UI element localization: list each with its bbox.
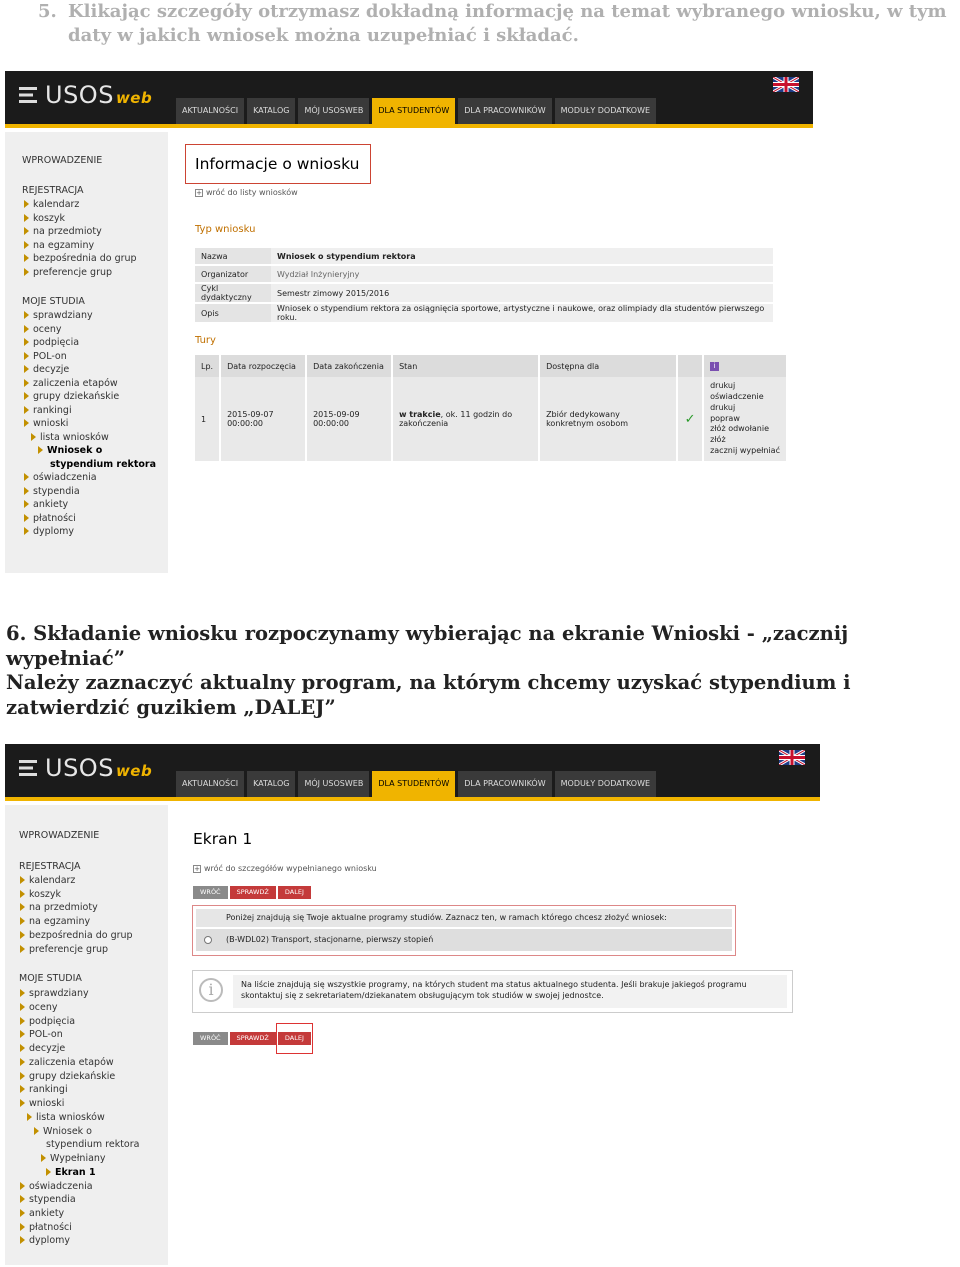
arrow-icon xyxy=(24,527,29,535)
check-button-bottom[interactable]: SPRAWDŹ xyxy=(230,1032,276,1045)
sidebar-item-pol-on[interactable]: POL-on xyxy=(20,1029,63,1040)
arrow-icon xyxy=(20,1195,25,1203)
main-menu xyxy=(176,771,656,797)
arrow-icon xyxy=(24,200,29,208)
sidebar-item-wniosek-rektora-line2[interactable]: stypendium rektora xyxy=(46,1139,140,1150)
arrow-icon xyxy=(24,254,29,262)
arrow-icon xyxy=(24,227,29,235)
round-state-rest: , ok. 11 godzin do zakończenia xyxy=(399,410,513,428)
sidebar-item-dyplomy[interactable]: dyplomy xyxy=(24,526,74,537)
arrow-icon xyxy=(20,1044,25,1052)
sidebar-item-pol-on[interactable]: POL-on xyxy=(24,351,67,362)
arrow-icon xyxy=(24,325,29,333)
arrow-icon xyxy=(24,241,29,249)
table-row xyxy=(195,377,787,461)
arrow-icon xyxy=(24,268,29,276)
action-popraw[interactable]: popraw xyxy=(710,413,740,423)
info-key: Organizator xyxy=(195,266,271,282)
sidebar-item-grupy[interactable]: grupy dziekańskie xyxy=(20,1071,115,1082)
programs-header: Poniżej znajdują się Twoje aktualne programy studiów. Zaznacz ten, w ramach którego chcesz złożyć wniosek: xyxy=(196,909,732,927)
arrow-icon xyxy=(24,352,29,360)
arrow-icon xyxy=(24,500,29,508)
sidebar xyxy=(5,805,168,1265)
logo-main-text: USOS xyxy=(45,81,114,109)
top-bar xyxy=(5,71,813,128)
col-start: Data rozpoczęcia xyxy=(220,355,306,377)
sidebar-item-oceny[interactable]: oceny xyxy=(24,324,62,335)
menu-moduly-dodatkowe[interactable]: MODUŁY DODATKOWE xyxy=(555,98,656,124)
rounds-table xyxy=(195,355,788,461)
usosweb-logo xyxy=(19,754,152,782)
back-to-list-link[interactable]: + wróć do listy wniosków xyxy=(196,188,298,197)
back-to-details-link[interactable]: + wróć do szczegółów wypełnianego wniosku xyxy=(194,864,377,873)
info-key: Nazwa xyxy=(195,248,271,264)
sidebar-item-stypendia[interactable]: stypendia xyxy=(20,1194,76,1205)
action-zloz-odwolanie[interactable]: złóż odwołanie xyxy=(710,424,769,434)
arrow-icon xyxy=(24,419,29,427)
check-button[interactable]: SPRAWDŹ xyxy=(230,886,276,899)
arrow-icon xyxy=(24,514,29,522)
sidebar-group-moje-studia[interactable]: MOJE STUDIA xyxy=(19,973,82,984)
sidebar-item-na-egzaminy[interactable]: na egzaminy xyxy=(24,240,94,251)
sidebar-item-kalendarz[interactable]: kalendarz xyxy=(24,199,79,210)
sidebar-item-oswiadczenia[interactable]: oświadczenia xyxy=(20,1181,93,1192)
col-check xyxy=(677,355,703,377)
sidebar-item-zaliczenia[interactable]: zaliczenia etapów xyxy=(24,378,118,389)
arrow-icon xyxy=(20,1223,25,1231)
top-bar xyxy=(5,744,820,801)
page-title: Informacje o wniosku xyxy=(185,144,371,184)
programs-box xyxy=(192,905,736,956)
info-key: Opis xyxy=(195,304,271,322)
table-row xyxy=(195,304,773,322)
sidebar-item-ankiety[interactable]: ankiety xyxy=(20,1208,64,1219)
sidebar-item-koszyk[interactable]: koszyk xyxy=(20,889,61,900)
sidebar-item-lista-wnioskow[interactable]: lista wniosków xyxy=(31,432,109,443)
arrow-icon xyxy=(24,406,29,414)
sidebar-item-stypendia[interactable]: stypendia xyxy=(24,486,80,497)
info-value: Semestr zimowy 2015/2016 xyxy=(271,284,773,302)
uk-flag-icon[interactable] xyxy=(773,77,799,92)
sidebar-item-wypelniany[interactable]: Wypełniany xyxy=(41,1153,106,1164)
action-oswiadczenie[interactable]: oświadczenie xyxy=(710,392,764,401)
menu-dla-studentow[interactable]: DLA STUDENTÓW xyxy=(372,771,455,797)
sidebar-item-ekran-1[interactable]: Ekran 1 xyxy=(46,1167,96,1178)
arrow-icon xyxy=(20,1209,25,1217)
round-lp: 1 xyxy=(195,377,220,461)
sidebar-item-platnosci[interactable]: płatności xyxy=(24,513,76,524)
screenshot-application-details xyxy=(5,71,813,573)
sidebar-item-wniosek-rektora-line2[interactable]: stypendium rektora xyxy=(50,459,157,470)
arrow-icon xyxy=(34,1127,39,1135)
info-note-text: Na liście znajdują się wszystkie programy, na których student ma status aktualnego studenta. Jeśli brakuje jakiegoś programu skontaktuj się z sekretariatem/dziekanatem obsługującym tok studiów w swojej jednostce. xyxy=(233,975,787,1008)
program-radio[interactable] xyxy=(204,936,212,944)
sidebar-item-wniosek-rektora[interactable]: Wniosek o xyxy=(38,445,102,456)
arrow-icon xyxy=(20,1058,25,1066)
sidebar-item-bezposrednia[interactable]: bezpośrednia do grup xyxy=(20,930,133,941)
sidebar-group-wprowadzenie[interactable]: WPROWADZENIE xyxy=(19,830,100,841)
round-start: 2015-09-07 00:00:00 xyxy=(220,377,306,461)
checkmark-icon: ✓ xyxy=(677,377,703,461)
screenshot-screen-1 xyxy=(5,744,820,1265)
logo-mark-icon xyxy=(19,758,41,778)
sidebar-item-rankingi[interactable]: rankingi xyxy=(20,1084,68,1095)
arrow-icon xyxy=(41,1154,46,1162)
arrow-icon xyxy=(20,1003,25,1011)
arrow-icon xyxy=(20,1182,25,1190)
sidebar-item-rankingi[interactable]: rankingi xyxy=(24,405,72,416)
table-row xyxy=(195,248,773,264)
step-6-heading xyxy=(6,622,956,720)
sidebar-item-bezposrednia[interactable]: bezpośrednia do grup xyxy=(24,253,137,264)
sidebar-group-wprowadzenie[interactable]: WPROWADZENIE xyxy=(22,155,103,166)
menu-moduly-dodatkowe[interactable]: MODUŁY DODATKOWE xyxy=(555,771,656,797)
sidebar-group-moje-studia[interactable]: MOJE STUDIA xyxy=(22,296,85,307)
table-row xyxy=(195,266,773,282)
sidebar-item-na-przedmioty[interactable]: na przedmioty xyxy=(24,226,102,237)
sidebar-item-koszyk[interactable]: koszyk xyxy=(24,213,65,224)
arrow-icon xyxy=(24,338,29,346)
info-value: Wydział Inżynieryjny xyxy=(271,266,773,282)
arrow-icon xyxy=(38,446,43,454)
next-button-highlight xyxy=(276,1023,313,1054)
menu-aktualnosci[interactable]: AKTUALNOŚCI xyxy=(176,98,244,124)
menu-moj-usosweb[interactable]: MÓJ USOSWEB xyxy=(298,771,369,797)
application-info-table xyxy=(195,246,773,324)
page-title: Ekran 1 xyxy=(193,830,253,848)
arrow-icon xyxy=(20,890,25,898)
arrow-icon xyxy=(20,1236,25,1244)
arrow-icon xyxy=(20,876,25,884)
action-drukuj-2[interactable]: drukuj xyxy=(710,402,736,412)
arrow-icon xyxy=(24,365,29,373)
sidebar-item-grupy[interactable]: grupy dziekańskie xyxy=(24,391,119,402)
info-note xyxy=(192,970,793,1013)
sidebar-item-zaliczenia[interactable]: zaliczenia etapów xyxy=(20,1057,114,1068)
next-button-bottom[interactable]: DALEJ xyxy=(278,1032,311,1045)
arrow-icon xyxy=(20,917,25,925)
round-available: Zbiór dedykowany konkretnym osobom xyxy=(539,377,677,461)
sidebar-group-rejestracja[interactable]: REJESTRACJA xyxy=(22,185,84,196)
arrow-icon xyxy=(20,1030,25,1038)
back-button-bottom[interactable]: WRÓĆ xyxy=(193,1032,228,1045)
step-6-line1: 6. Składanie wniosku rozpoczynamy wybierając na ekranie Wnioski - „zacznij wypełniać” xyxy=(6,622,849,670)
sidebar-item-preferencje[interactable]: preferencje grup xyxy=(24,267,112,278)
info-key: Cykl dydaktyczny xyxy=(195,284,271,302)
menu-katalog[interactable]: KATALOG xyxy=(247,98,295,124)
sidebar-item-na-przedmioty[interactable]: na przedmioty xyxy=(20,902,98,913)
arrow-icon xyxy=(31,433,36,441)
sidebar-item-wniosek-rektora[interactable]: Wniosek o xyxy=(34,1126,92,1137)
arrow-icon xyxy=(20,945,25,953)
section-type-heading: Typ wniosku xyxy=(195,224,256,235)
arrow-icon xyxy=(20,989,25,997)
arrow-icon xyxy=(20,1085,25,1093)
arrow-icon xyxy=(24,487,29,495)
sidebar xyxy=(5,132,168,573)
col-available: Dostępna dla xyxy=(539,355,677,377)
round-state-bold: w trakcie xyxy=(399,410,441,419)
sidebar-item-na-egzaminy[interactable]: na egzaminy xyxy=(20,916,90,927)
sidebar-item-preferencje[interactable]: preferencje grup xyxy=(20,944,108,955)
top-button-row xyxy=(193,886,311,899)
plus-icon: + xyxy=(194,865,200,873)
sidebar-item-podpiecia[interactable]: podpięcia xyxy=(20,1016,75,1027)
main-menu xyxy=(176,98,656,124)
step-6-line2: Należy zaznaczyć aktualny program, na którym chcemy uzyskać stypendium i zatwierdzić guzikiem „DALEJ” xyxy=(6,671,851,719)
sidebar-item-platnosci[interactable]: płatności xyxy=(20,1222,72,1233)
sidebar-item-oswiadczenia[interactable]: oświadczenia xyxy=(24,472,97,483)
uk-flag-icon[interactable] xyxy=(779,750,805,765)
sidebar-item-sprawdziany[interactable]: sprawdziany xyxy=(24,310,93,321)
sidebar-item-dyplomy[interactable]: dyplomy xyxy=(20,1235,70,1246)
sidebar-item-wnioski[interactable]: wnioski xyxy=(20,1098,64,1109)
round-state xyxy=(392,377,539,461)
action-drukuj[interactable]: drukuj xyxy=(710,381,736,391)
menu-katalog[interactable]: KATALOG xyxy=(247,771,295,797)
round-end: 2015-09-09 00:00:00 xyxy=(306,377,392,461)
action-zloz[interactable]: złóż xyxy=(710,435,726,445)
menu-dla-studentow[interactable]: DLA STUDENTÓW xyxy=(372,98,455,124)
arrow-icon xyxy=(24,392,29,400)
table-row xyxy=(195,284,773,302)
col-lp: Lp. xyxy=(195,355,220,377)
sidebar-item-lista-wnioskow[interactable]: lista wniosków xyxy=(27,1112,105,1123)
step-number: 5. xyxy=(38,1,57,22)
sidebar-item-decyzje[interactable]: decyzje xyxy=(20,1043,65,1054)
menu-dla-pracownikow[interactable]: DLA PRACOWNIKÓW xyxy=(458,98,551,124)
arrow-icon xyxy=(24,473,29,481)
logo-web-text: web xyxy=(115,89,153,107)
arrow-icon xyxy=(20,931,25,939)
info-icon: i xyxy=(710,362,719,371)
section-rounds-heading: Tury xyxy=(195,335,216,346)
sidebar-item-sprawdziany[interactable]: sprawdziany xyxy=(20,988,89,999)
arrow-icon xyxy=(20,1017,25,1025)
sidebar-item-wnioski[interactable]: wnioski xyxy=(24,418,68,429)
col-actions xyxy=(703,355,787,377)
back-button[interactable]: WRÓĆ xyxy=(193,886,228,899)
arrow-icon xyxy=(20,1072,25,1080)
arrow-icon xyxy=(20,903,25,911)
col-end: Data zakończenia xyxy=(306,355,392,377)
sidebar-item-podpiecia[interactable]: podpięcia xyxy=(24,337,79,348)
program-label: (B-WDL02) Transport, stacjonarne, pierwszy stopień xyxy=(226,935,434,944)
sidebar-item-ankiety[interactable]: ankiety xyxy=(24,499,68,510)
plus-icon: + xyxy=(196,189,202,197)
col-state: Stan xyxy=(392,355,539,377)
logo-web-text: web xyxy=(115,762,153,780)
arrow-icon xyxy=(27,1113,32,1121)
usosweb-logo xyxy=(19,81,152,109)
sidebar-item-oceny[interactable]: oceny xyxy=(20,1002,58,1013)
logo-main-text: USOS xyxy=(45,754,114,782)
round-actions xyxy=(703,377,787,461)
table-header-row xyxy=(195,355,787,377)
info-value: Wniosek o stypendium rektora xyxy=(271,248,773,264)
step-text: Klikając szczegóły otrzymasz dokładną informację na temat wybranego wniosku, w tym daty w jakich wniosek można uzupełniać i składać. xyxy=(68,1,947,46)
program-row[interactable] xyxy=(196,929,732,951)
menu-aktualnosci[interactable]: AKTUALNOŚCI xyxy=(176,771,244,797)
sidebar-item-kalendarz[interactable]: kalendarz xyxy=(20,875,75,886)
sidebar-group-rejestracja[interactable]: REJESTRACJA xyxy=(19,861,81,872)
info-icon: i xyxy=(199,978,223,1002)
arrow-icon xyxy=(20,1099,25,1107)
arrow-icon xyxy=(46,1168,51,1176)
action-zacznij-wypelniac[interactable]: zacznij wypełniać xyxy=(710,445,780,455)
next-button[interactable]: DALEJ xyxy=(278,886,311,899)
arrow-icon xyxy=(24,379,29,387)
arrow-icon xyxy=(24,311,29,319)
logo-mark-icon xyxy=(19,85,41,105)
sidebar-item-decyzje[interactable]: decyzje xyxy=(24,364,69,375)
menu-dla-pracownikow[interactable]: DLA PRACOWNIKÓW xyxy=(458,771,551,797)
info-value: Wniosek o stypendium rektora za osiągnięcia sportowe, artystyczne i naukowe, oraz olimpiady dla studentów pierwszego roku. xyxy=(271,304,773,322)
arrow-icon xyxy=(24,214,29,222)
menu-moj-usosweb[interactable]: MÓJ USOSWEB xyxy=(298,98,369,124)
